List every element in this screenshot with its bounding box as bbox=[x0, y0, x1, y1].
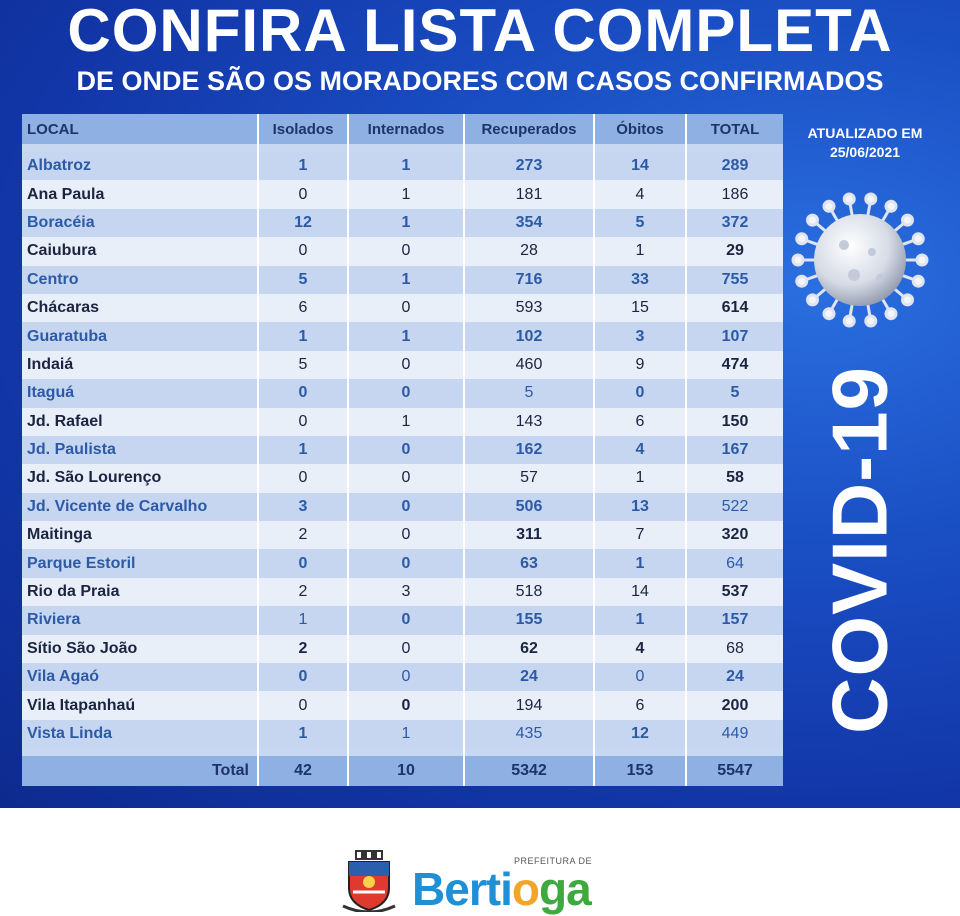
updated-date bbox=[780, 124, 950, 162]
cell-recuperados: 435 bbox=[464, 720, 594, 748]
column-header-local: LOCAL bbox=[22, 114, 258, 144]
table-body bbox=[22, 144, 783, 748]
table-row bbox=[22, 266, 783, 294]
cell-local: Caiubura bbox=[22, 237, 258, 265]
cell-recuperados: 194 bbox=[464, 691, 594, 719]
table-row bbox=[22, 379, 783, 407]
cell-isolados: 2 bbox=[258, 521, 348, 549]
coat-of-arms-icon bbox=[341, 848, 397, 912]
cell-total: 150 bbox=[686, 408, 783, 436]
cell-total: 474 bbox=[686, 351, 783, 379]
cell-local: Centro bbox=[22, 266, 258, 294]
cell-isolados: 0 bbox=[258, 237, 348, 265]
cell-total: 157 bbox=[686, 606, 783, 634]
table-row bbox=[22, 351, 783, 379]
cell-recuperados: 311 bbox=[464, 521, 594, 549]
cell-recuperados: 460 bbox=[464, 351, 594, 379]
cell-obitos: 0 bbox=[594, 663, 686, 691]
cell-isolados: 6 bbox=[258, 294, 348, 322]
covid-label bbox=[790, 360, 930, 740]
cell-obitos: 1 bbox=[594, 464, 686, 492]
cell-total: 320 bbox=[686, 521, 783, 549]
cell-recuperados: 63 bbox=[464, 549, 594, 577]
table-spacer bbox=[22, 144, 783, 152]
cell-total: 522 bbox=[686, 493, 783, 521]
cell-recuperados: 518 bbox=[464, 578, 594, 606]
table-row bbox=[22, 408, 783, 436]
cell-total: 29 bbox=[686, 237, 783, 265]
cell-obitos: 4 bbox=[594, 635, 686, 663]
cell-recuperados: 155 bbox=[464, 606, 594, 634]
cell-local: Jd. Rafael bbox=[22, 408, 258, 436]
cell-recuperados: 273 bbox=[464, 152, 594, 180]
cell-isolados: 0 bbox=[258, 663, 348, 691]
cell-recuperados: 143 bbox=[464, 408, 594, 436]
table-row bbox=[22, 322, 783, 350]
cell-obitos: 3 bbox=[594, 322, 686, 350]
cell-internados: 0 bbox=[348, 493, 464, 521]
cell-total: 537 bbox=[686, 578, 783, 606]
covid-text: COVID-19 bbox=[815, 366, 904, 734]
cases-table bbox=[22, 114, 783, 786]
cell-isolados: 0 bbox=[258, 464, 348, 492]
cell-local: Vila Itapanhaú bbox=[22, 691, 258, 719]
cell-obitos: 6 bbox=[594, 691, 686, 719]
cell-recuperados: 716 bbox=[464, 266, 594, 294]
table-row bbox=[22, 663, 783, 691]
cell-total: 107 bbox=[686, 322, 783, 350]
virus-icon bbox=[784, 190, 936, 330]
table-total-row bbox=[22, 756, 783, 786]
column-header-internados: Internados bbox=[348, 114, 464, 144]
cell-internados: 0 bbox=[348, 606, 464, 634]
table-row bbox=[22, 493, 783, 521]
table-row bbox=[22, 521, 783, 549]
cell-isolados: 1 bbox=[258, 606, 348, 634]
cell-obitos: 13 bbox=[594, 493, 686, 521]
cell-obitos: 1 bbox=[594, 549, 686, 577]
cell-local: Indaiá bbox=[22, 351, 258, 379]
cell-internados: 0 bbox=[348, 379, 464, 407]
cell-obitos: 7 bbox=[594, 521, 686, 549]
cell-local: Ana Paula bbox=[22, 180, 258, 208]
cell-total: 614 bbox=[686, 294, 783, 322]
total-recuperados: 5342 bbox=[464, 756, 594, 786]
cell-obitos: 33 bbox=[594, 266, 686, 294]
cell-total: 449 bbox=[686, 720, 783, 748]
table-row bbox=[22, 691, 783, 719]
cell-internados: 0 bbox=[348, 351, 464, 379]
table-row bbox=[22, 294, 783, 322]
cell-isolados: 5 bbox=[258, 266, 348, 294]
cell-obitos: 6 bbox=[594, 408, 686, 436]
column-header-obitos: Óbitos bbox=[594, 114, 686, 144]
table-row bbox=[22, 578, 783, 606]
cell-recuperados: 57 bbox=[464, 464, 594, 492]
table-row bbox=[22, 436, 783, 464]
cell-recuperados: 593 bbox=[464, 294, 594, 322]
cell-obitos: 4 bbox=[594, 436, 686, 464]
cell-recuperados: 354 bbox=[464, 209, 594, 237]
cell-local: Jd. Vicente de Carvalho bbox=[22, 493, 258, 521]
cell-local: Rio da Praia bbox=[22, 578, 258, 606]
cell-local: Sítio São João bbox=[22, 635, 258, 663]
cell-recuperados: 24 bbox=[464, 663, 594, 691]
cell-local: Maitinga bbox=[22, 521, 258, 549]
cell-obitos: 14 bbox=[594, 578, 686, 606]
logo-prefix: PREFEITURA DE bbox=[513, 856, 592, 866]
cell-local: Vista Linda bbox=[22, 720, 258, 748]
cell-recuperados: 162 bbox=[464, 436, 594, 464]
cell-local: Itaguá bbox=[22, 379, 258, 407]
table-row bbox=[22, 464, 783, 492]
cell-isolados: 1 bbox=[258, 152, 348, 180]
updated-label: ATUALIZADO EM bbox=[807, 125, 923, 141]
table-row bbox=[22, 209, 783, 237]
table-row bbox=[22, 152, 783, 180]
cell-internados: 1 bbox=[348, 180, 464, 208]
cell-total: 186 bbox=[686, 180, 783, 208]
total-label: Total bbox=[22, 756, 258, 786]
cell-isolados: 0 bbox=[258, 379, 348, 407]
cell-local: Chácaras bbox=[22, 294, 258, 322]
cell-total: 200 bbox=[686, 691, 783, 719]
bertioga-logo bbox=[412, 856, 592, 916]
cell-total: 167 bbox=[686, 436, 783, 464]
cell-isolados: 0 bbox=[258, 549, 348, 577]
total-isolados: 42 bbox=[258, 756, 348, 786]
cell-internados: 0 bbox=[348, 436, 464, 464]
table-row bbox=[22, 720, 783, 748]
cell-total: 58 bbox=[686, 464, 783, 492]
table-spacer bbox=[22, 748, 783, 756]
column-header-isolados: Isolados bbox=[258, 114, 348, 144]
cell-local: Jd. São Lourenço bbox=[22, 464, 258, 492]
cell-total: 289 bbox=[686, 152, 783, 180]
page-title: CONFIRA LISTA COMPLETA bbox=[67, 0, 893, 64]
total-obitos: 153 bbox=[594, 756, 686, 786]
total-total: 5547 bbox=[686, 756, 783, 786]
cell-total: 68 bbox=[686, 635, 783, 663]
cell-obitos: 0 bbox=[594, 379, 686, 407]
cell-obitos: 14 bbox=[594, 152, 686, 180]
column-header-recuperados: Recuperados bbox=[464, 114, 594, 144]
cell-total: 64 bbox=[686, 549, 783, 577]
footer bbox=[0, 808, 960, 913]
cell-obitos: 1 bbox=[594, 237, 686, 265]
table-row bbox=[22, 237, 783, 265]
cell-isolados: 0 bbox=[258, 691, 348, 719]
cell-local: Parque Estoril bbox=[22, 549, 258, 577]
cell-isolados: 1 bbox=[258, 436, 348, 464]
cell-recuperados: 5 bbox=[464, 379, 594, 407]
cell-internados: 1 bbox=[348, 322, 464, 350]
cell-isolados: 1 bbox=[258, 720, 348, 748]
table-row bbox=[22, 549, 783, 577]
cell-internados: 1 bbox=[348, 152, 464, 180]
table-row bbox=[22, 606, 783, 634]
cell-internados: 0 bbox=[348, 635, 464, 663]
cell-internados: 0 bbox=[348, 663, 464, 691]
total-internados: 10 bbox=[348, 756, 464, 786]
cell-internados: 0 bbox=[348, 549, 464, 577]
cell-isolados: 5 bbox=[258, 351, 348, 379]
cell-recuperados: 181 bbox=[464, 180, 594, 208]
cell-local: Jd. Paulista bbox=[22, 436, 258, 464]
cell-obitos: 5 bbox=[594, 209, 686, 237]
cell-isolados: 2 bbox=[258, 635, 348, 663]
cell-isolados: 2 bbox=[258, 578, 348, 606]
table-row bbox=[22, 180, 783, 208]
column-header-total: TOTAL bbox=[686, 114, 783, 144]
cell-local: Guaratuba bbox=[22, 322, 258, 350]
cell-isolados: 0 bbox=[258, 408, 348, 436]
cell-isolados: 3 bbox=[258, 493, 348, 521]
cell-recuperados: 62 bbox=[464, 635, 594, 663]
cell-recuperados: 506 bbox=[464, 493, 594, 521]
table-header-row bbox=[22, 114, 783, 144]
cell-isolados: 0 bbox=[258, 180, 348, 208]
cell-obitos: 1 bbox=[594, 606, 686, 634]
cell-total: 24 bbox=[686, 663, 783, 691]
cell-obitos: 4 bbox=[594, 180, 686, 208]
cell-recuperados: 28 bbox=[464, 237, 594, 265]
cell-internados: 0 bbox=[348, 521, 464, 549]
cell-local: Riviera bbox=[22, 606, 258, 634]
cell-local: Vila Agaó bbox=[22, 663, 258, 691]
cell-obitos: 15 bbox=[594, 294, 686, 322]
logo-name: Bertioga bbox=[412, 863, 591, 915]
cell-isolados: 1 bbox=[258, 322, 348, 350]
cell-recuperados: 102 bbox=[464, 322, 594, 350]
cell-internados: 0 bbox=[348, 294, 464, 322]
cell-local: Boracéia bbox=[22, 209, 258, 237]
cell-internados: 1 bbox=[348, 266, 464, 294]
cell-obitos: 9 bbox=[594, 351, 686, 379]
table-row bbox=[22, 635, 783, 663]
cell-obitos: 12 bbox=[594, 720, 686, 748]
cell-local: Albatroz bbox=[22, 152, 258, 180]
page-subtitle: DE ONDE SÃO OS MORADORES COM CASOS CONFIRMADOS bbox=[76, 66, 884, 96]
updated-value: 25/06/2021 bbox=[829, 144, 901, 160]
cell-internados: 0 bbox=[348, 464, 464, 492]
cell-total: 372 bbox=[686, 209, 783, 237]
cell-internados: 0 bbox=[348, 691, 464, 719]
cell-internados: 1 bbox=[348, 209, 464, 237]
cell-internados: 1 bbox=[348, 408, 464, 436]
cell-internados: 1 bbox=[348, 720, 464, 748]
cell-isolados: 12 bbox=[258, 209, 348, 237]
cell-internados: 0 bbox=[348, 237, 464, 265]
cell-internados: 3 bbox=[348, 578, 464, 606]
cell-total: 755 bbox=[686, 266, 783, 294]
cell-total: 5 bbox=[686, 379, 783, 407]
